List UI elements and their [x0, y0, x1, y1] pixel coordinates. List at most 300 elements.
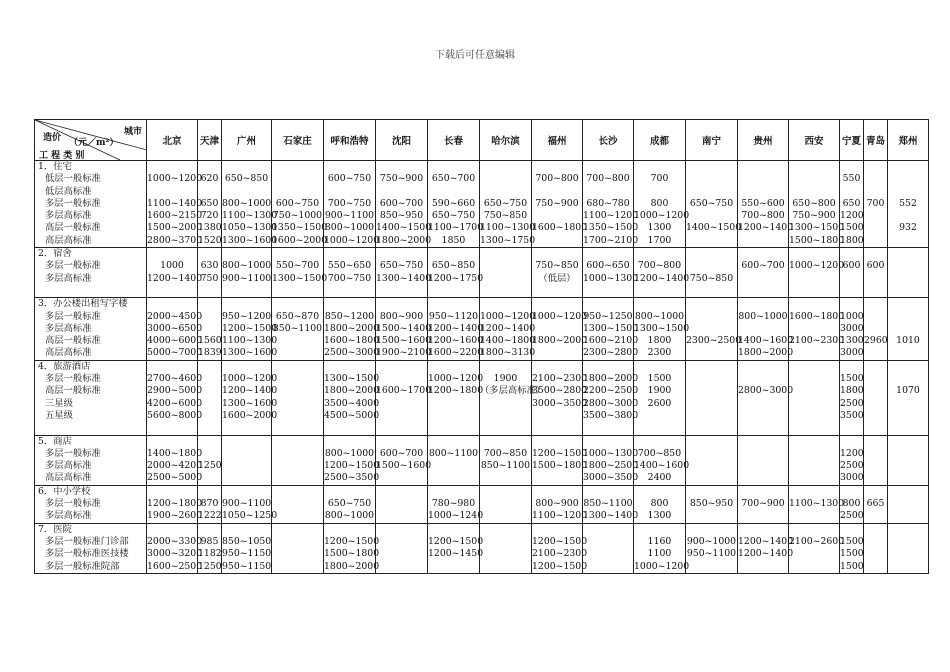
cell-value: 750~1000	[272, 210, 323, 222]
blank-line	[864, 436, 887, 448]
cell-value: 1600~2100	[583, 335, 639, 347]
cell-value	[686, 347, 737, 359]
cell-value: 2300	[647, 347, 672, 359]
value-cell	[888, 298, 929, 360]
cell-value	[272, 460, 323, 472]
cell-value	[789, 173, 839, 185]
blank-line	[147, 524, 197, 536]
category-header: 7．医院	[38, 523, 72, 535]
cell-value	[789, 273, 839, 285]
blank-line	[428, 161, 479, 173]
blank-line	[272, 161, 323, 173]
value-cell	[738, 435, 789, 485]
cell-value: 1350~1500	[583, 222, 639, 234]
cell-value: 1400~1500	[376, 222, 432, 234]
cell-value: 700~800	[637, 260, 682, 272]
cell-value: 4000~6000	[147, 335, 203, 347]
cell-value: 1800~2000	[324, 322, 380, 334]
value-cell	[789, 360, 840, 435]
cell-value: 800~1100	[428, 447, 479, 459]
value-cell	[686, 435, 738, 485]
blank-line	[376, 361, 427, 373]
cell-value: 1200~1800	[428, 385, 484, 397]
blank-line	[324, 524, 375, 536]
cell-value	[888, 311, 928, 323]
cell-value: 1200~1400	[738, 222, 794, 234]
row-label: 高层一般标准	[45, 222, 101, 234]
cell-value: 1000~1200	[147, 173, 203, 185]
cell-value	[272, 347, 323, 359]
cell-value: 700~800	[586, 173, 630, 185]
cell-value: 850~1100	[272, 322, 323, 334]
cell-value	[864, 536, 887, 548]
cell-value: 1600~2000	[222, 409, 278, 421]
blank-line	[864, 524, 887, 536]
row-label: 五星级	[45, 409, 73, 421]
cell-value: 650~750	[379, 260, 424, 272]
cell-value: 1200~1400	[428, 322, 484, 334]
cell-value: 1200~1500	[532, 560, 588, 572]
cell-value: 1200~1500	[324, 460, 380, 472]
cell-value	[864, 548, 887, 560]
value-cell	[738, 298, 794, 360]
city-header: 北京	[147, 120, 198, 161]
value-cell	[272, 161, 328, 248]
row-label: 高层一般标准	[45, 385, 101, 397]
blank-line	[222, 436, 271, 448]
cell-value: 3000	[840, 322, 864, 334]
cell-value: 1300	[647, 222, 672, 234]
cell-value: 1200~1450	[428, 548, 484, 560]
cell-value: 2500	[840, 460, 864, 472]
cell-value: 2000~3300	[147, 535, 203, 547]
value-cell	[147, 485, 203, 523]
cell-value: 1400~1600	[634, 460, 690, 472]
cell-value: 1300~1400	[376, 272, 432, 284]
blank-line	[532, 486, 582, 498]
cell-value	[686, 448, 737, 460]
blank-line	[198, 248, 221, 260]
cell-value	[532, 285, 582, 297]
cell-value: 1800~2000	[583, 373, 639, 385]
cell-value: 1600~1700	[376, 385, 432, 397]
cell-value: 650~870	[275, 310, 320, 322]
cell-value	[272, 398, 323, 410]
row-label: 多层高标准	[45, 322, 92, 334]
blank-line	[147, 248, 197, 260]
cell-value	[738, 510, 788, 522]
value-cell	[198, 485, 222, 523]
cell-value	[789, 347, 839, 359]
cell-value: 3000~3200	[147, 548, 203, 560]
cell-value	[532, 323, 582, 335]
cell-value	[888, 536, 928, 548]
cell-value	[864, 273, 887, 285]
cell-value: 1100	[647, 548, 672, 560]
cell-value	[480, 422, 531, 434]
value-cell	[864, 248, 888, 298]
value-cell	[686, 298, 742, 360]
cell-value: 700~800	[741, 210, 785, 222]
row-label: 多层一般标准门诊部	[45, 535, 129, 547]
value-cell	[272, 360, 324, 435]
value-cell	[480, 523, 532, 573]
city-header: 天津	[198, 120, 222, 161]
value-cell	[888, 360, 929, 435]
row-label: 多层一般标准医技楼	[45, 548, 129, 560]
value-cell	[324, 360, 380, 435]
value-cell	[634, 360, 686, 435]
cell-value	[428, 398, 479, 410]
cell-value: 1200~1400	[634, 272, 690, 284]
value-cell	[532, 298, 588, 360]
cell-value	[480, 548, 531, 560]
cell-value: 3000~3500	[532, 397, 588, 409]
cell-value	[888, 398, 928, 410]
cell-value	[583, 561, 633, 573]
value-cell	[532, 161, 588, 248]
value-cell	[376, 435, 432, 485]
cell-value: 3500	[840, 409, 864, 421]
blank-line	[324, 248, 375, 260]
corner-city-label: 城市	[123, 127, 142, 137]
blank-line	[888, 436, 928, 448]
blank-line	[840, 524, 863, 536]
value-cell	[480, 435, 532, 485]
value-cell	[789, 523, 845, 573]
value-cell	[864, 298, 888, 360]
cell-value: 650	[200, 197, 219, 209]
blank-line	[634, 161, 685, 173]
blank-line	[738, 161, 788, 173]
value-cell	[324, 248, 376, 298]
category-row	[35, 161, 929, 248]
cell-value: 600~750	[275, 197, 320, 209]
cell-value	[222, 186, 271, 198]
cell-value: 600~700	[379, 447, 424, 459]
row-label: 多层一般标准	[45, 197, 101, 209]
cell-value	[532, 210, 582, 222]
cell-value	[376, 186, 427, 198]
cell-value: 850~1100	[583, 498, 633, 510]
blank-line	[840, 248, 863, 260]
cell-value: 1500	[840, 548, 864, 560]
cell-value: 1600~2200	[428, 347, 484, 359]
cell-value: 1300~1600	[222, 347, 278, 359]
cell-value	[738, 460, 788, 472]
cell-value: 2100~2600	[789, 535, 845, 547]
cell-value: 800~900	[535, 498, 579, 510]
value-cell	[324, 435, 380, 485]
cell-value	[272, 173, 323, 185]
cell-value	[376, 510, 427, 522]
blank-line	[324, 486, 375, 498]
city-header: 南宁	[686, 120, 738, 161]
cell-value: 800~900	[379, 310, 424, 322]
cell-value	[864, 510, 887, 522]
cell-value: 2300~2800	[583, 347, 639, 359]
value-cell	[840, 248, 864, 298]
value-cell	[864, 161, 888, 248]
cell-value: 1500~1600	[376, 460, 432, 472]
cell-value	[888, 472, 928, 484]
value-cell	[634, 298, 690, 360]
cell-value: 950~1100	[686, 548, 737, 560]
cell-value	[864, 448, 887, 460]
cell-value	[888, 561, 928, 573]
cell-value	[480, 273, 531, 285]
cell-value: 5600~8000	[147, 409, 203, 421]
cell-value: 800~1000	[222, 260, 272, 272]
blank-line	[583, 524, 633, 536]
cell-value	[840, 186, 863, 198]
cell-value	[480, 561, 531, 573]
cell-value	[789, 448, 839, 460]
blank-line	[198, 161, 221, 173]
blank-line	[324, 436, 375, 448]
cell-value: 1200~1500	[222, 322, 278, 334]
blank-line	[480, 161, 531, 173]
cell-value	[272, 373, 323, 385]
row-label: 多层一般标准	[45, 498, 101, 510]
cell-value: 1500~2000	[147, 222, 203, 234]
value-cell	[840, 298, 864, 360]
cell-value: 1500~1800	[789, 234, 845, 246]
cell-value	[864, 561, 887, 573]
cell-value: 1200~1500	[532, 447, 588, 459]
blank-line	[789, 298, 839, 310]
cell-value: 1800~2000	[324, 385, 380, 397]
cell-value: 800	[650, 498, 669, 510]
cell-value: 3500~3800	[583, 409, 639, 421]
cell-value	[864, 186, 887, 198]
blank-line	[480, 248, 531, 260]
cell-value: 870	[200, 498, 219, 510]
value-cell	[428, 161, 484, 248]
cell-value: 700~750	[327, 272, 372, 284]
cell-value: 1900	[647, 385, 672, 397]
cell-value: 1050~1300	[222, 222, 278, 234]
blank-line	[888, 161, 928, 173]
cell-value: 1500	[840, 535, 864, 547]
cell-value: 1000~1300	[583, 447, 639, 459]
cell-value	[376, 410, 427, 422]
value-cell	[480, 485, 532, 523]
blank-line	[480, 524, 531, 536]
blank-line	[198, 361, 221, 373]
blank-line	[532, 436, 582, 448]
cell-value: 800~1000	[222, 197, 272, 209]
value-cell	[376, 360, 432, 435]
value-cell	[272, 298, 324, 360]
cell-value	[686, 385, 737, 397]
cell-value: 4500~5000	[324, 409, 380, 421]
cell-value	[888, 173, 928, 185]
cell-value: 1520	[198, 234, 222, 246]
value-cell	[480, 248, 532, 298]
cell-value	[272, 498, 323, 510]
cell-value: 552	[899, 197, 917, 209]
cell-value	[480, 186, 531, 198]
blank-line	[532, 524, 582, 536]
category-header: 3．办公楼出租写字楼	[38, 298, 128, 310]
cell-value: 1500~1600	[376, 335, 432, 347]
blank-line	[428, 298, 479, 310]
blank-line	[864, 161, 887, 173]
blank-line	[147, 486, 197, 498]
cell-value: 665	[866, 498, 885, 510]
cell-value: 5000~7000	[147, 347, 203, 359]
category-label-cell	[35, 161, 147, 248]
cell-value	[272, 335, 323, 347]
cell-value	[864, 398, 887, 410]
value-cell	[376, 485, 428, 523]
blank-line	[864, 298, 887, 310]
blank-line	[686, 486, 737, 498]
cell-value	[686, 410, 737, 422]
cell-value: 750~850	[535, 260, 579, 272]
value-cell	[324, 485, 376, 523]
value-cell	[686, 161, 742, 248]
cell-value: 1000	[840, 310, 864, 322]
blank-line	[480, 436, 531, 448]
cell-value: 2500~5000	[147, 472, 203, 484]
cell-value: 1800~2500	[583, 460, 639, 472]
cell-value: 750~900	[792, 210, 836, 222]
cell-value	[738, 273, 788, 285]
cell-value: 1100~1300	[480, 222, 536, 234]
blank-line	[147, 361, 197, 373]
cell-value: 1800	[840, 234, 864, 246]
cell-value: 2100~2300	[789, 335, 845, 347]
cell-value: 1900~2100	[376, 347, 432, 359]
blank-line	[686, 361, 737, 373]
cell-value: 700~850	[637, 447, 682, 459]
cell-value: 800~1000	[324, 447, 375, 459]
city-header: 宁夏	[840, 120, 864, 161]
blank-line	[222, 298, 271, 310]
value-cell	[686, 360, 738, 435]
value-cell	[864, 523, 888, 573]
cell-value: 1100~1700	[428, 222, 484, 234]
cell-value: 1200~1800	[147, 498, 203, 510]
row-label: 高层高标准	[45, 234, 92, 246]
cell-value	[888, 373, 928, 385]
blank-line	[789, 524, 839, 536]
value-cell	[480, 360, 546, 435]
cell-value: 1500	[840, 222, 864, 234]
cell-value	[686, 460, 737, 472]
cell-value	[864, 472, 887, 484]
cell-value: 3000~3500	[583, 472, 639, 484]
blank-line	[583, 161, 633, 173]
value-cell	[888, 248, 929, 298]
cell-value	[864, 235, 887, 247]
cell-value: 1000~1240	[428, 510, 484, 522]
value-cell	[634, 485, 686, 523]
cell-value: 1000~1200	[634, 560, 690, 572]
blank-line	[888, 298, 928, 310]
blank-line	[634, 361, 685, 373]
cell-value: 1900	[493, 373, 518, 385]
value-cell	[583, 248, 639, 298]
cell-value: 3500~4000	[324, 397, 380, 409]
cell-value	[634, 186, 685, 198]
city-header: 长沙	[583, 120, 634, 161]
cell-value	[686, 311, 737, 323]
category-row	[35, 485, 929, 523]
value-cell	[147, 435, 203, 485]
value-cell	[428, 360, 484, 435]
cell-value	[686, 472, 737, 484]
blank-line	[532, 248, 582, 260]
value-cell	[532, 360, 588, 435]
city-header: 成都	[634, 120, 686, 161]
cell-value	[198, 186, 221, 198]
cell-value: 1839	[198, 347, 222, 359]
blank-line	[789, 248, 839, 260]
cell-value: 2000~4500	[147, 310, 203, 322]
cell-value: 1200	[840, 210, 864, 222]
cell-value	[864, 222, 887, 234]
row-label: 多层一般标准院部	[45, 560, 120, 572]
cell-value	[864, 460, 887, 472]
cell-value: 950~1250	[583, 310, 633, 322]
cell-value: 2100~2300	[532, 373, 588, 385]
row-label: 高层一般标准	[45, 335, 101, 347]
cell-value: 1200~1400	[480, 322, 536, 334]
blank-line	[272, 361, 323, 373]
cell-value: 1010	[896, 335, 920, 347]
cell-value	[324, 186, 375, 198]
blank-line	[532, 298, 582, 310]
cell-value: 800	[650, 197, 669, 209]
city-header: 石家庄	[272, 120, 324, 161]
cell-value: 900~1100	[222, 272, 272, 284]
cell-value: 700~900	[741, 498, 785, 510]
cell-value: 1070	[896, 385, 920, 397]
cell-value: 850~1200	[324, 310, 375, 322]
cell-value: 600~700	[741, 260, 785, 272]
blank-line	[789, 486, 839, 498]
blank-line	[376, 486, 427, 498]
cell-value	[738, 235, 788, 247]
category-row	[35, 435, 929, 485]
value-cell	[738, 248, 789, 298]
value-cell	[888, 523, 929, 573]
cell-value	[532, 410, 582, 422]
cell-value: 1100~1300	[222, 210, 278, 222]
value-cell	[147, 360, 203, 435]
cell-value: 800	[842, 498, 861, 510]
cell-value: 1300~1600	[222, 397, 278, 409]
cell-value	[738, 173, 788, 185]
blank-line	[428, 436, 479, 448]
cell-value: 600~750	[327, 173, 372, 185]
cell-value	[738, 186, 788, 198]
city-header: 哈尔滨	[480, 120, 532, 161]
cell-value: 1400~1500	[686, 222, 742, 234]
cell-value: 1300~1500	[634, 322, 690, 334]
category-label-cell	[35, 523, 147, 573]
value-cell	[222, 485, 278, 523]
cell-value: 3000	[840, 347, 864, 359]
cell-value	[222, 460, 271, 472]
value-cell	[222, 161, 278, 248]
cell-value	[888, 347, 928, 359]
blank-line	[888, 486, 928, 498]
blank-line	[738, 361, 788, 373]
